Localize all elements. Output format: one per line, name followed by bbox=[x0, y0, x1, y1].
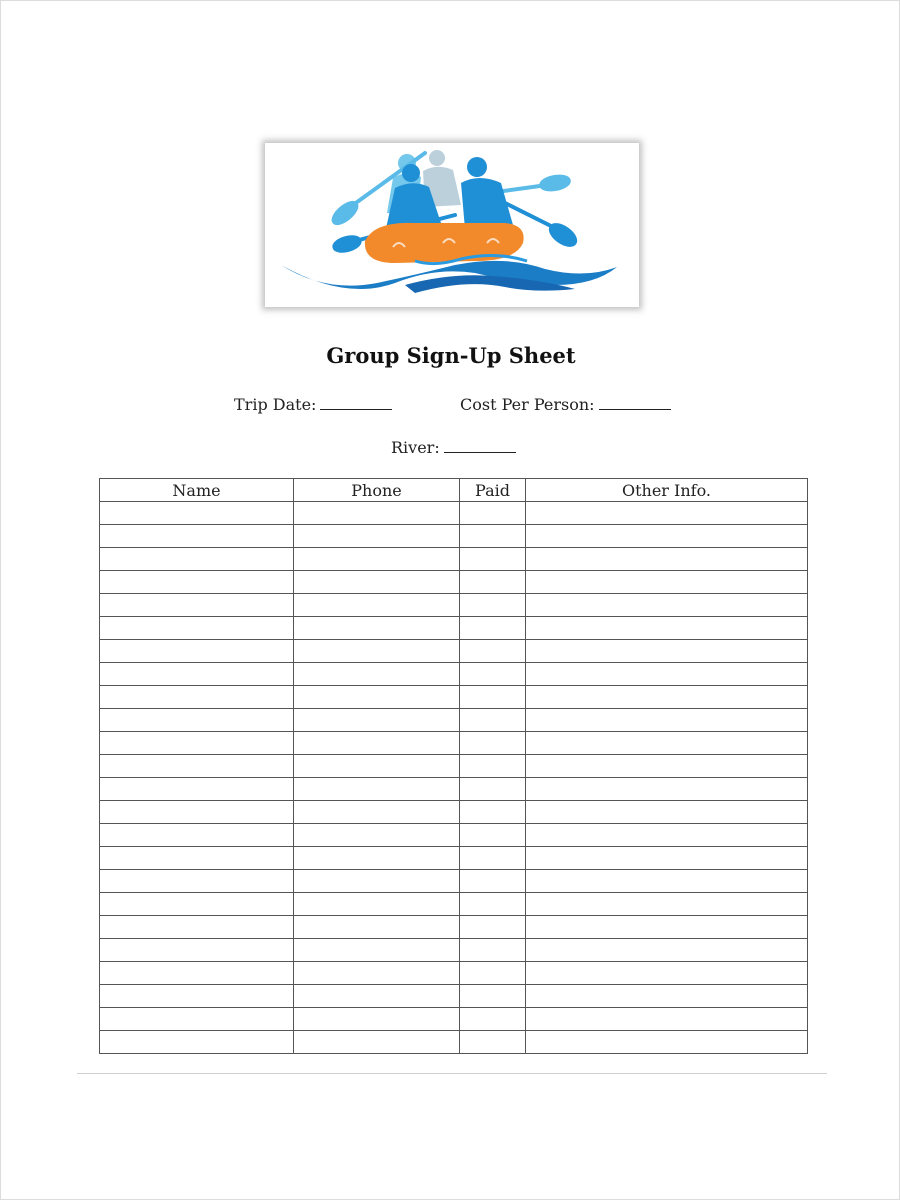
river-blank[interactable] bbox=[444, 440, 516, 453]
table-body bbox=[100, 502, 808, 1054]
other-info-cell[interactable] bbox=[526, 778, 808, 801]
paid-cell[interactable] bbox=[460, 594, 526, 617]
paid-cell[interactable] bbox=[460, 962, 526, 985]
name-cell[interactable] bbox=[100, 594, 294, 617]
name-cell[interactable] bbox=[100, 847, 294, 870]
table-row bbox=[100, 709, 808, 732]
other-info-cell[interactable] bbox=[526, 916, 808, 939]
name-cell[interactable] bbox=[100, 709, 294, 732]
paid-cell[interactable] bbox=[460, 939, 526, 962]
trip-date-label: Trip Date: bbox=[234, 395, 317, 414]
name-cell[interactable] bbox=[100, 985, 294, 1008]
table-row bbox=[100, 801, 808, 824]
river-label: River: bbox=[391, 438, 440, 457]
page-break-mask bbox=[91, 1074, 821, 1094]
paid-cell[interactable] bbox=[460, 801, 526, 824]
paid-cell[interactable] bbox=[460, 824, 526, 847]
table-header-row bbox=[100, 479, 808, 502]
phone-cell[interactable] bbox=[294, 709, 460, 732]
table-row bbox=[100, 548, 808, 571]
phone-cell[interactable] bbox=[294, 985, 460, 1008]
table-row bbox=[100, 617, 808, 640]
river-field bbox=[391, 438, 516, 457]
cost-per-person-blank[interactable] bbox=[599, 397, 671, 410]
table-row bbox=[100, 870, 808, 893]
signup-table bbox=[99, 478, 808, 1054]
table-row bbox=[100, 640, 808, 663]
phone-cell[interactable] bbox=[294, 778, 460, 801]
other-info-cell[interactable] bbox=[526, 709, 808, 732]
paid-cell[interactable] bbox=[460, 847, 526, 870]
name-cell[interactable] bbox=[100, 893, 294, 916]
paid-cell[interactable] bbox=[460, 640, 526, 663]
phone-cell[interactable] bbox=[294, 502, 460, 525]
name-cell[interactable] bbox=[100, 525, 294, 548]
other-info-cell[interactable] bbox=[526, 870, 808, 893]
phone-cell[interactable] bbox=[294, 870, 460, 893]
paid-cell[interactable] bbox=[460, 732, 526, 755]
paid-cell[interactable] bbox=[460, 525, 526, 548]
paid-cell[interactable] bbox=[460, 893, 526, 916]
phone-cell[interactable] bbox=[294, 824, 460, 847]
name-cell[interactable] bbox=[100, 1008, 294, 1031]
other-info-cell[interactable] bbox=[526, 548, 808, 571]
trip-date-blank[interactable] bbox=[320, 397, 392, 410]
table-row bbox=[100, 985, 808, 1008]
column-header-phone: Phone bbox=[294, 479, 460, 502]
other-info-cell[interactable] bbox=[526, 893, 808, 916]
paid-cell[interactable] bbox=[460, 571, 526, 594]
cost-per-person-field bbox=[460, 395, 671, 414]
name-cell[interactable] bbox=[100, 502, 294, 525]
phone-cell[interactable] bbox=[294, 571, 460, 594]
table-row bbox=[100, 916, 808, 939]
phone-cell[interactable] bbox=[294, 1008, 460, 1031]
logo-frame bbox=[265, 143, 639, 307]
table-row bbox=[100, 962, 808, 985]
table-row bbox=[100, 594, 808, 617]
paid-cell[interactable] bbox=[460, 870, 526, 893]
paid-cell[interactable] bbox=[460, 916, 526, 939]
table-row bbox=[100, 893, 808, 916]
phone-cell[interactable] bbox=[294, 640, 460, 663]
phone-cell[interactable] bbox=[294, 847, 460, 870]
other-info-cell[interactable] bbox=[526, 617, 808, 640]
phone-cell[interactable] bbox=[294, 962, 460, 985]
phone-cell[interactable] bbox=[294, 801, 460, 824]
name-cell[interactable] bbox=[100, 870, 294, 893]
name-cell[interactable] bbox=[100, 571, 294, 594]
paid-cell[interactable] bbox=[460, 663, 526, 686]
other-info-cell[interactable] bbox=[526, 939, 808, 962]
table-row bbox=[100, 824, 808, 847]
name-cell[interactable] bbox=[100, 755, 294, 778]
paid-cell[interactable] bbox=[460, 778, 526, 801]
phone-cell[interactable] bbox=[294, 617, 460, 640]
other-info-cell[interactable] bbox=[526, 732, 808, 755]
rafting-logo-icon bbox=[265, 143, 639, 307]
table-row bbox=[100, 663, 808, 686]
table-row bbox=[100, 755, 808, 778]
other-info-cell[interactable] bbox=[526, 985, 808, 1008]
table-row bbox=[100, 571, 808, 594]
paid-cell[interactable] bbox=[460, 755, 526, 778]
column-header-paid: Paid bbox=[460, 479, 526, 502]
table-row bbox=[100, 525, 808, 548]
phone-cell[interactable] bbox=[294, 893, 460, 916]
page-title: Group Sign-Up Sheet bbox=[326, 343, 576, 368]
phone-cell[interactable] bbox=[294, 686, 460, 709]
phone-cell[interactable] bbox=[294, 1031, 460, 1054]
other-info-cell[interactable] bbox=[526, 824, 808, 847]
name-cell[interactable] bbox=[100, 617, 294, 640]
other-info-cell[interactable] bbox=[526, 525, 808, 548]
phone-cell[interactable] bbox=[294, 525, 460, 548]
other-info-cell[interactable] bbox=[526, 571, 808, 594]
other-info-cell[interactable] bbox=[526, 847, 808, 870]
table-row bbox=[100, 1008, 808, 1031]
phone-cell[interactable] bbox=[294, 939, 460, 962]
paid-cell[interactable] bbox=[460, 1008, 526, 1031]
other-info-cell[interactable] bbox=[526, 640, 808, 663]
name-cell[interactable] bbox=[100, 686, 294, 709]
name-cell[interactable] bbox=[100, 824, 294, 847]
name-cell[interactable] bbox=[100, 939, 294, 962]
paid-cell[interactable] bbox=[460, 686, 526, 709]
other-info-cell[interactable] bbox=[526, 594, 808, 617]
phone-cell[interactable] bbox=[294, 755, 460, 778]
table-row bbox=[100, 1031, 808, 1054]
table-row bbox=[100, 939, 808, 962]
name-cell[interactable] bbox=[100, 778, 294, 801]
table-row bbox=[100, 502, 808, 525]
phone-cell[interactable] bbox=[294, 916, 460, 939]
trip-date-field bbox=[234, 395, 392, 414]
column-header-name: Name bbox=[100, 479, 294, 502]
other-info-cell[interactable] bbox=[526, 1031, 808, 1054]
paid-cell[interactable] bbox=[460, 985, 526, 1008]
table-row bbox=[100, 732, 808, 755]
other-info-cell[interactable] bbox=[526, 962, 808, 985]
page-break-line bbox=[77, 1073, 827, 1074]
table-row bbox=[100, 847, 808, 870]
other-info-cell[interactable] bbox=[526, 755, 808, 778]
paid-cell[interactable] bbox=[460, 548, 526, 571]
cost-per-person-label: Cost Per Person: bbox=[460, 395, 595, 414]
other-info-cell[interactable] bbox=[526, 663, 808, 686]
name-cell[interactable] bbox=[100, 801, 294, 824]
paid-cell[interactable] bbox=[460, 1031, 526, 1054]
other-info-cell[interactable] bbox=[526, 1008, 808, 1031]
other-info-cell[interactable] bbox=[526, 686, 808, 709]
table-row bbox=[100, 686, 808, 709]
phone-cell[interactable] bbox=[294, 594, 460, 617]
column-header-other-info: Other Info. bbox=[526, 479, 808, 502]
name-cell[interactable] bbox=[100, 548, 294, 571]
other-info-cell[interactable] bbox=[526, 502, 808, 525]
table-row bbox=[100, 778, 808, 801]
phone-cell[interactable] bbox=[294, 663, 460, 686]
name-cell[interactable] bbox=[100, 1031, 294, 1054]
name-cell[interactable] bbox=[100, 962, 294, 985]
paid-cell[interactable] bbox=[460, 502, 526, 525]
name-cell[interactable] bbox=[100, 916, 294, 939]
name-cell[interactable] bbox=[100, 640, 294, 663]
phone-cell[interactable] bbox=[294, 732, 460, 755]
paid-cell[interactable] bbox=[460, 617, 526, 640]
name-cell[interactable] bbox=[100, 732, 294, 755]
other-info-cell[interactable] bbox=[526, 801, 808, 824]
name-cell[interactable] bbox=[100, 663, 294, 686]
paid-cell[interactable] bbox=[460, 709, 526, 732]
phone-cell[interactable] bbox=[294, 548, 460, 571]
